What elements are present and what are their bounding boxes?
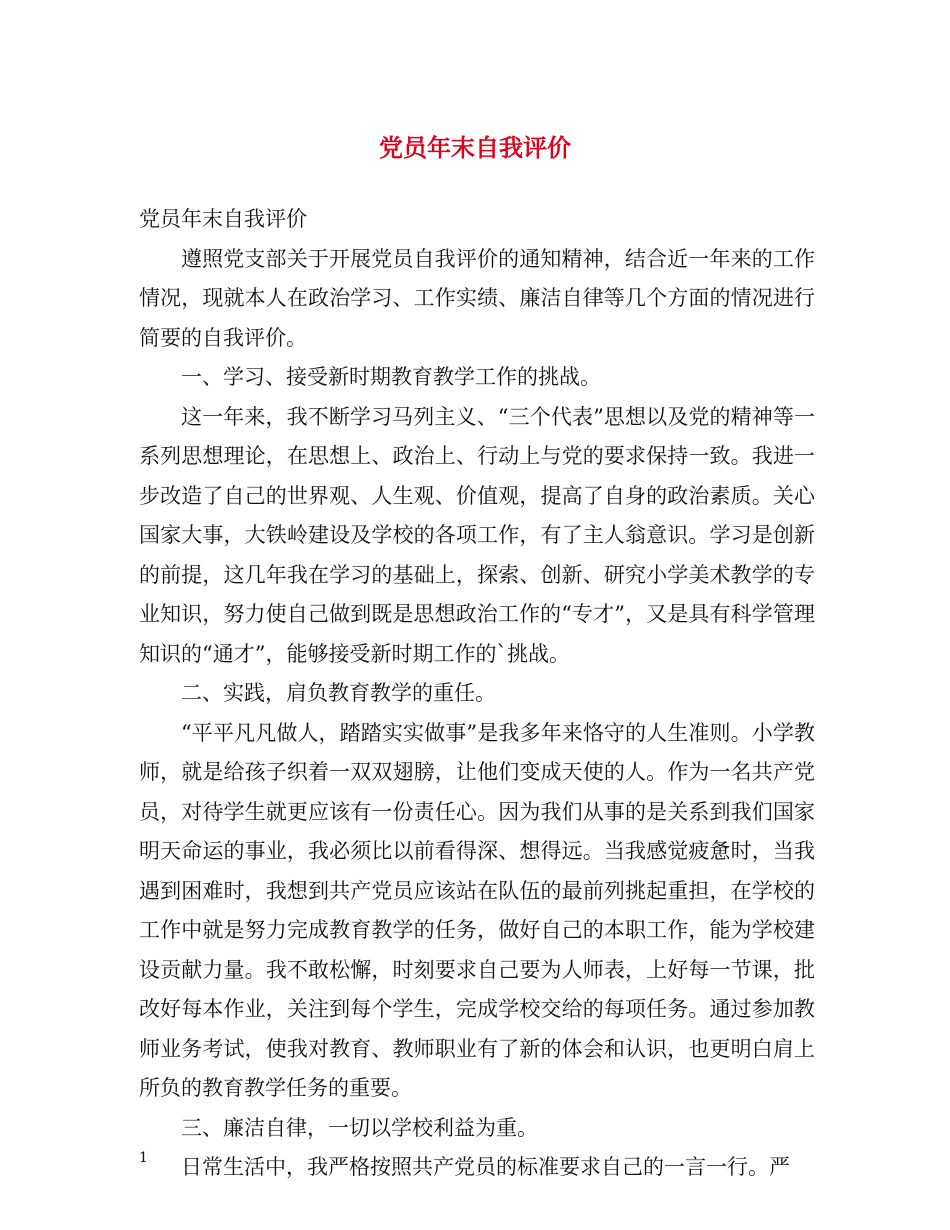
paragraph-intro: 遵照党支部关于开展党员自我评价的通知精神，结合近一年来的工作情况，现就本人在政治学习、工作实绩、廉洁自律等几个方面的情况进行简要的自我评价。 <box>139 246 815 350</box>
document-body <box>139 200 815 1188</box>
body-heading: 党员年末自我评价 <box>139 207 307 231</box>
section-heading-2: 二、实践，肩负教育教学的重任。 <box>181 681 496 705</box>
document-title: 党员年末自我评价 <box>379 133 571 162</box>
paragraph-section-2: “平平凡凡做人，踏踏实实做事”是我多年来恪守的人生准则。小学教师，就是给孩子织着一双双翅膀，让他们变成天使的人。作为一名共产党员，对待学生就更应该有一份责任心。因为我们从事的是关系到我们国家明天命运的事业，我必须比以前看得深、想得远。当我感觉疲惫时，当我遇到困难时，我想到共产党员应该站在队伍的最前列挑起重担，在学校的工作中就是努力完成教育教学的任务，做好自己的本职工作，能为学校建设贡献力量。我不敢松懈，时刻要求自己要为人师表，上好每一节课，批改好每本作业，关注到每个学生，完成学校交给的每项任务。通过参加教师业务考试，使我对教育、教师职业有了新的体会和认识，也更明白肩上所负的教育教学任务的重要。 <box>139 720 815 1100</box>
paragraph-section-1: 这一年来，我不断学习马列主义、“三个代表”思想以及党的精神等一系列思想理论，在思想上、政治上、行动上与党的要求保持一致。我进一步改造了自己的世界观、人生观、价值观，提高了自身的政治素质。关心国家大事，大铁岭建设及学校的各项工作，有了主人翁意识。学习是创新的前提，这几年我在学习的基础上，探索、创新、研究小学美术教学的专业知识，努力使自己做到既是思想政治工作的“专才”，又是具有科学管理知识的“通才”，能够接受新时期工作的`挑战。 <box>139 404 815 666</box>
section-heading-3: 三、廉洁自律，一切以学校利益为重。 <box>181 1115 538 1140</box>
paragraph-section-3: 日常生活中，我严格按照共产党员的标准要求自己的一言一行。严 <box>181 1155 790 1179</box>
section-heading-1: 一、学习、接受新时期教育教学工作的挑战。 <box>181 365 601 389</box>
page-number: 1 <box>139 1150 148 1166</box>
